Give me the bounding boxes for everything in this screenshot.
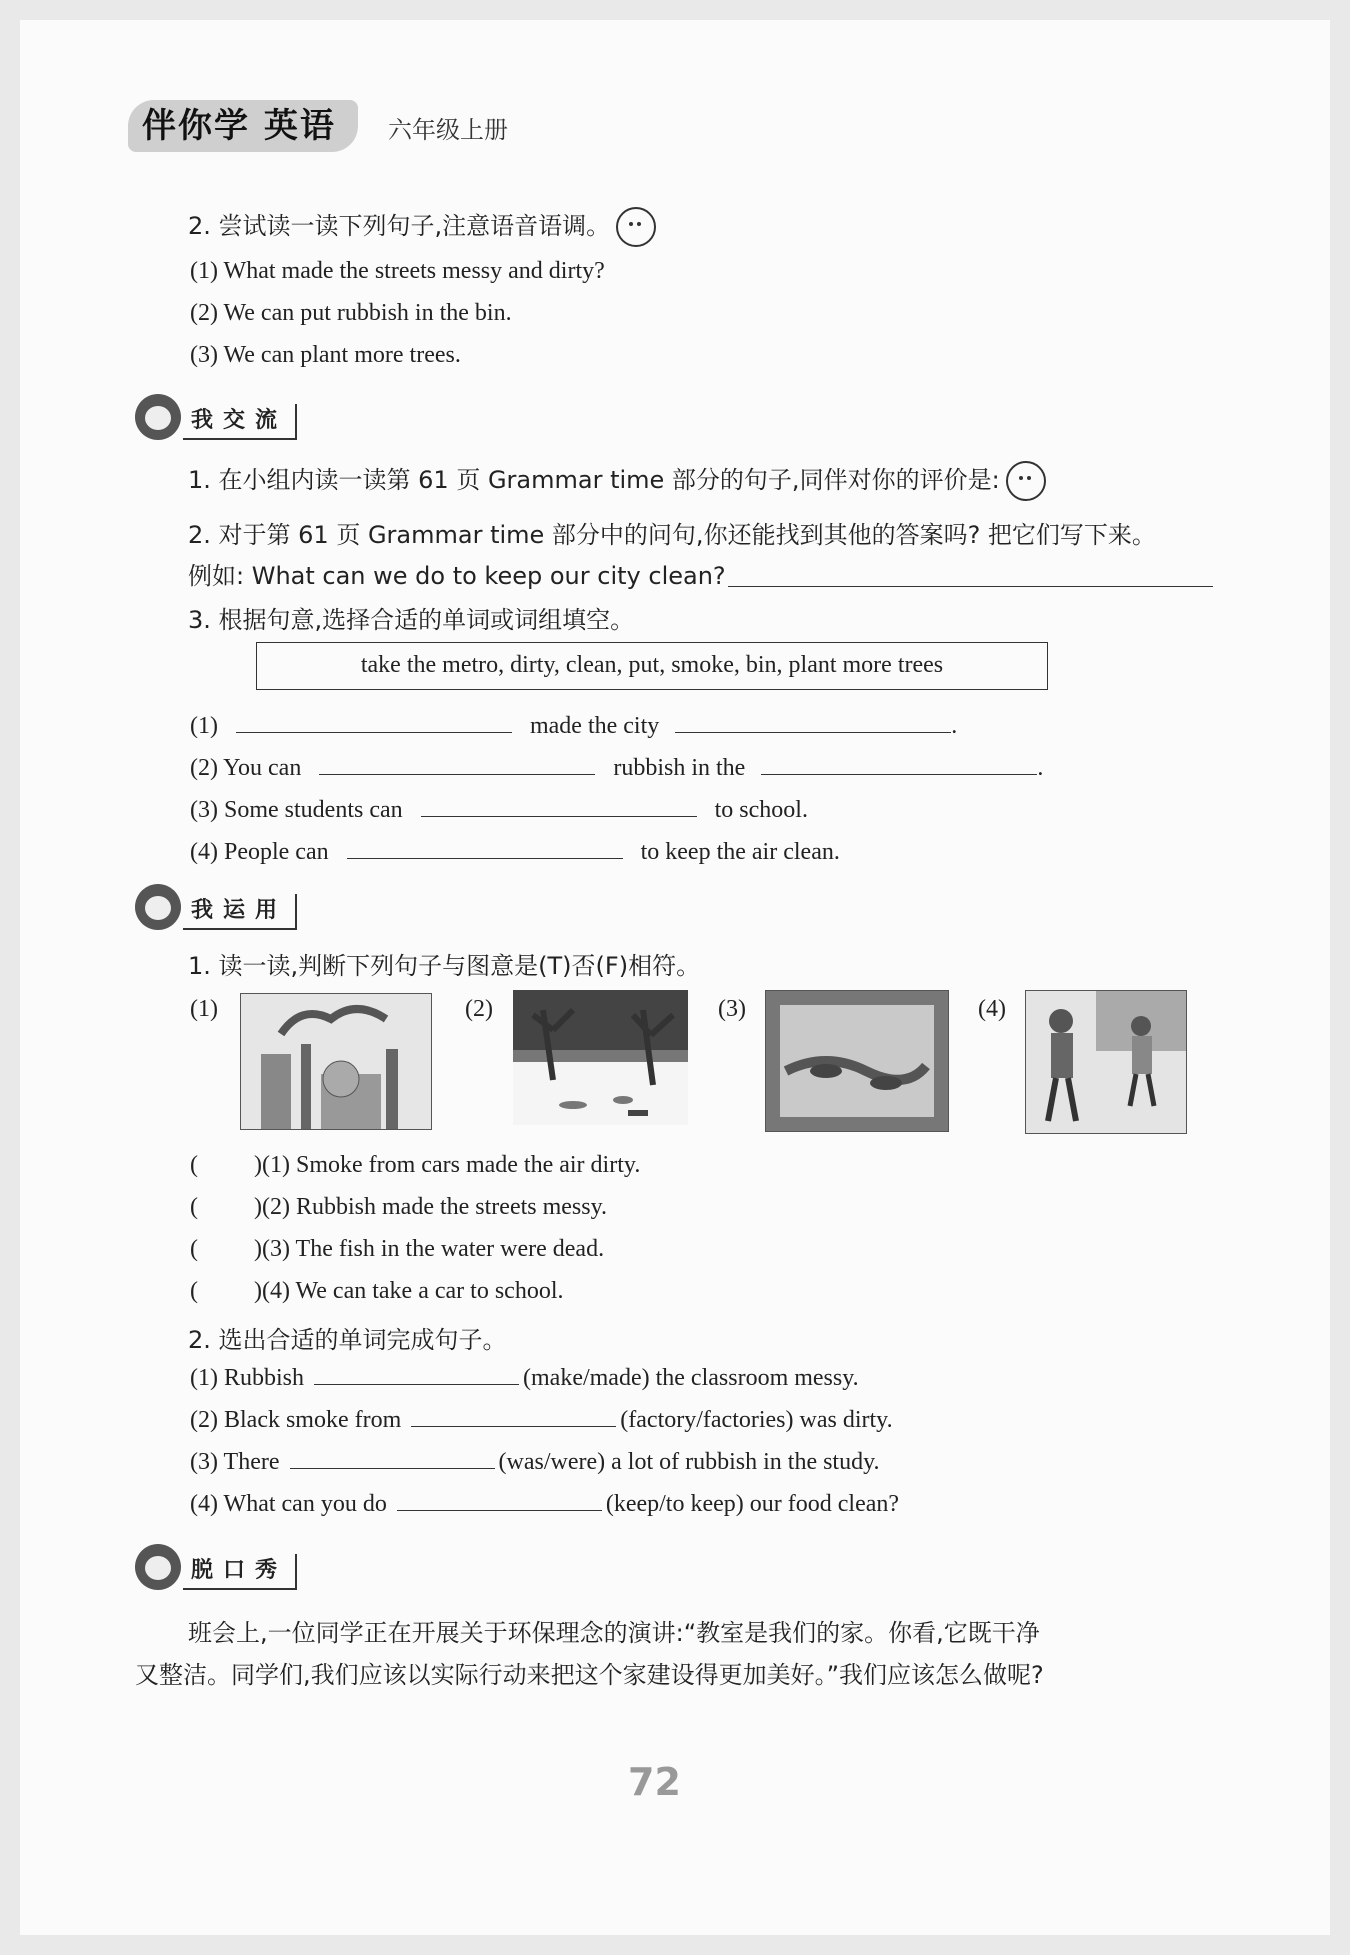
tf-item: ( )(1) Smoke from cars made the air dirty. (190, 1152, 641, 1178)
talk-prompt-line: 班会上,一位同学正在开展关于环保理念的演讲:“教室是我们的家。你看,它既干净 (188, 1619, 1040, 1647)
fill-sentence: (3) Some students can to school. (190, 792, 808, 825)
book-logo: 伴你学 英语 (128, 100, 358, 152)
fill-sentence: (1) made the city . (190, 708, 957, 741)
answer-blank[interactable] (347, 834, 623, 859)
question-title: 1. 读一读,判断下列句子与图意是(T)否(F)相符。 (188, 952, 701, 980)
tf-item: ( )(4) We can take a car to school. (190, 1278, 564, 1304)
picture-label: (3) (718, 996, 746, 1022)
question-title: 3. 根据句意,选择合适的单词或词组填空。 (188, 606, 635, 634)
question-title: 2. 对于第 61 页 Grammar time 部分中的问句,你还能找到其他的答案吗? 把它们写下来。 (188, 521, 1156, 549)
question-title: 2. 选出合适的单词完成句子。 (188, 1326, 507, 1354)
talk-prompt-line: 又整洁。同学们,我们应该以实际行动来把这个家建设得更加美好。”我们应该怎么做呢? (135, 1661, 1044, 1689)
walking-to-school-picture (1025, 990, 1187, 1134)
choice-sentence: (2) Black smoke from (factory/factories) was dirty. (190, 1402, 893, 1435)
mascot-icon (135, 394, 181, 440)
tf-item: ( )(3) The fish in the water were dead. (190, 1236, 605, 1262)
mascot-icon (135, 1544, 181, 1590)
picture-label: (2) (465, 996, 493, 1022)
mascot-icon (135, 884, 181, 930)
sentence: (2) We can put rubbish in the bin. (190, 300, 512, 326)
smiley-icon (1006, 461, 1046, 501)
picture-label: (4) (978, 996, 1006, 1022)
grade-subtitle: 六年级上册 (388, 116, 508, 144)
choice-sentence: (4) What can you do (keep/to keep) our food clean? (190, 1486, 899, 1519)
answer-blank[interactable] (290, 1444, 495, 1469)
answer-blank[interactable] (411, 1402, 616, 1427)
sentence: (1) What made the streets messy and dirty? (190, 258, 605, 284)
fill-sentence: (2) You can rubbish in the . (190, 750, 1043, 783)
answer-blank[interactable] (314, 1360, 519, 1385)
page-number: 72 (628, 1760, 681, 1804)
tf-item: ( )(2) Rubbish made the streets messy. (190, 1194, 608, 1220)
choice-sentence: (3) There (was/were) a lot of rubbish in the study. (190, 1444, 880, 1477)
smiley-icon (616, 207, 656, 247)
question-title: 2. 尝试读一读下列句子,注意语音语调。 (188, 206, 656, 247)
section-label: 我运用 (183, 894, 297, 930)
section-label: 脱口秀 (183, 1554, 297, 1590)
messy-street-picture (513, 990, 688, 1125)
answer-blank[interactable] (728, 562, 1213, 587)
section-header-show (135, 1550, 355, 1590)
section-header-exchange (135, 400, 355, 440)
factory-smoke-picture (240, 993, 432, 1130)
answer-blank[interactable] (319, 750, 595, 775)
choice-sentence: (1) Rubbish (make/made) the classroom messy. (190, 1360, 859, 1393)
answer-blank[interactable] (236, 708, 512, 733)
fill-sentence: (4) People can to keep the air clean. (190, 834, 840, 867)
sentence: (3) We can plant more trees. (190, 342, 461, 368)
word-bank: take the metro, dirty, clean, put, smoke, bin, plant more trees (256, 642, 1048, 690)
question-title: 1. 在小组内读一读第 61 页 Grammar time 部分的句子,同伴对你的评价是: (188, 460, 1046, 501)
answer-blank[interactable] (675, 708, 951, 733)
answer-blank[interactable] (761, 750, 1037, 775)
example-line: 例如: What can we do to keep our city clean? (188, 562, 726, 590)
answer-blank[interactable] (397, 1486, 602, 1511)
section-label: 我交流 (183, 404, 297, 440)
section-header-use (135, 890, 355, 930)
answer-blank[interactable] (421, 792, 697, 817)
picture-label: (1) (190, 996, 218, 1022)
dead-fish-picture (765, 990, 949, 1132)
